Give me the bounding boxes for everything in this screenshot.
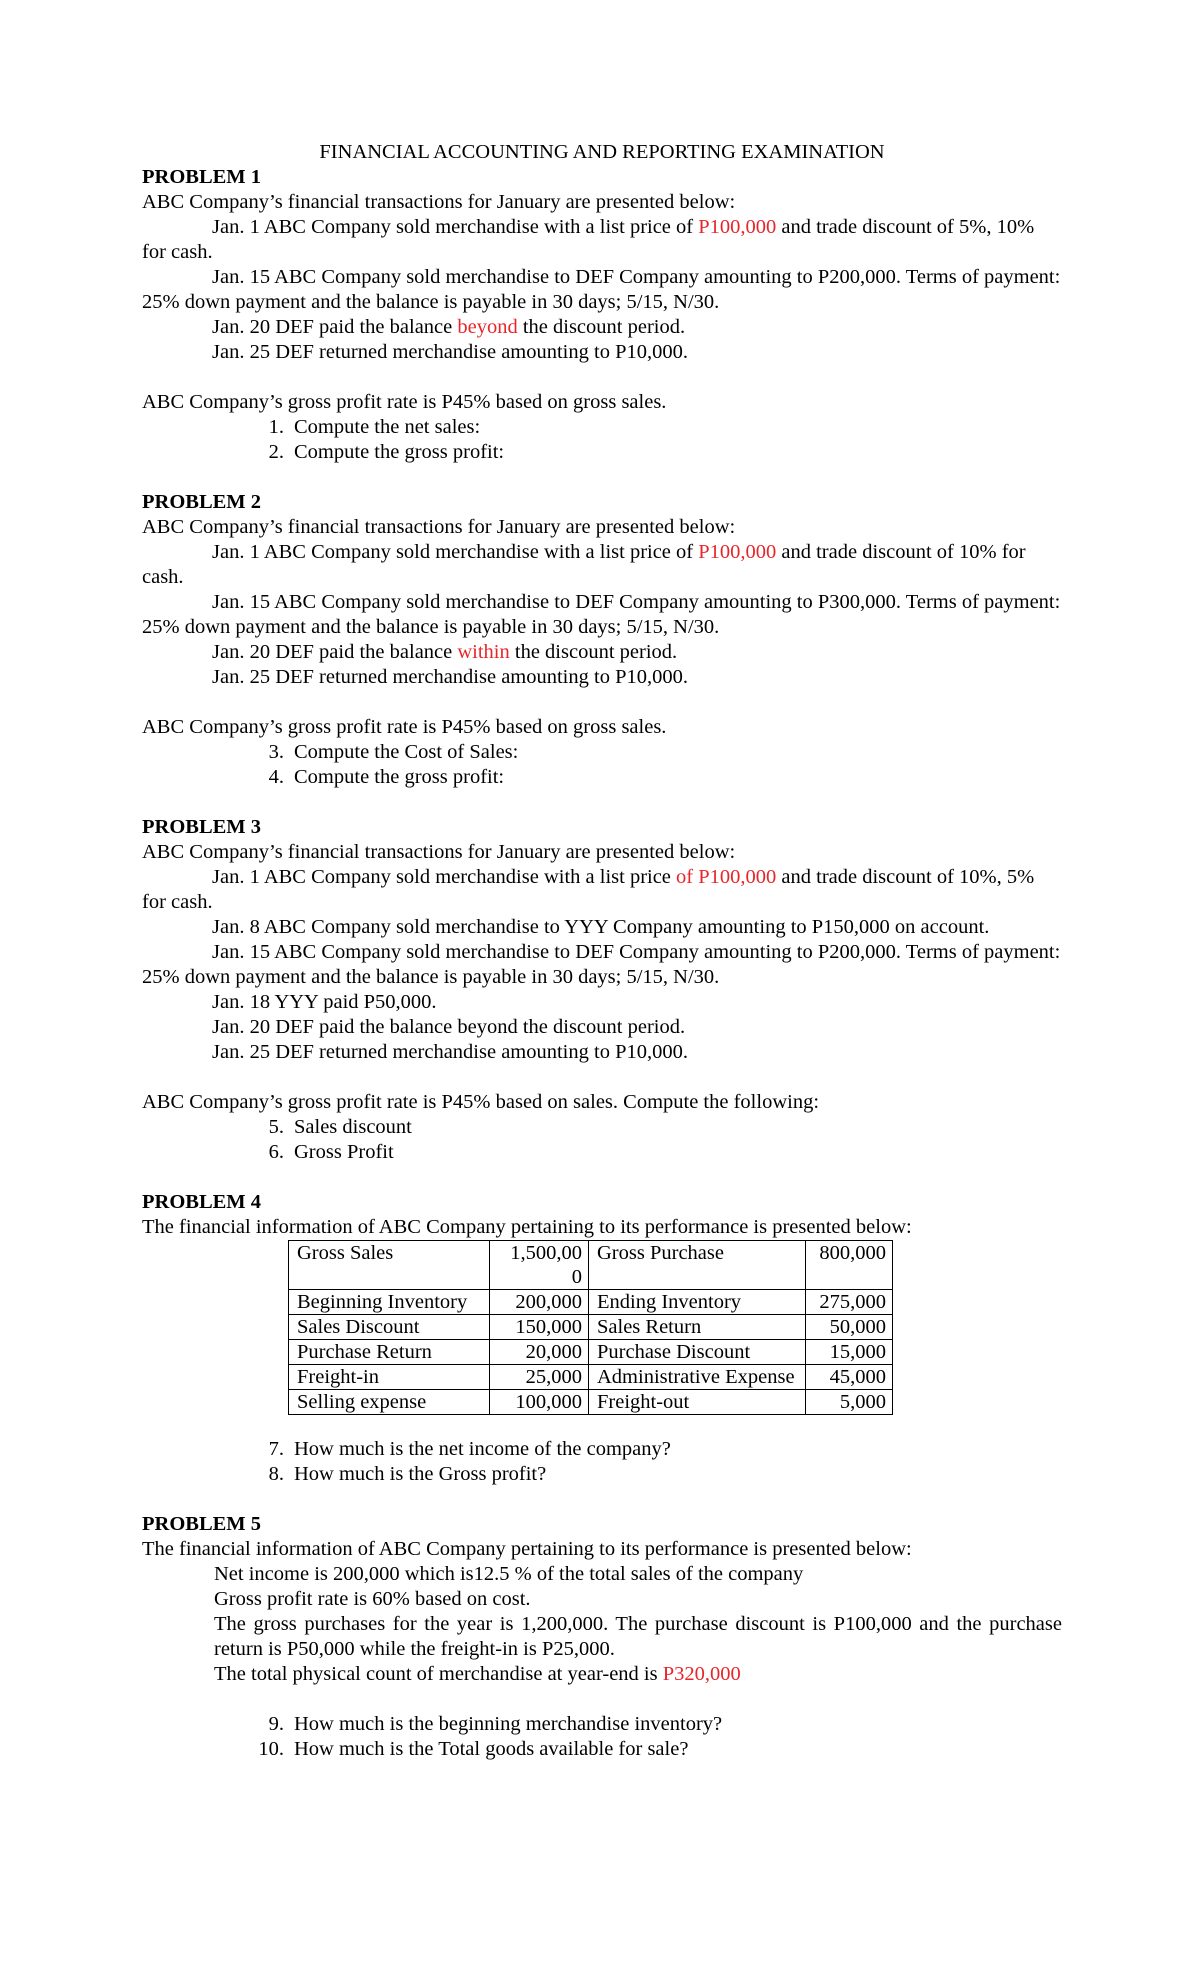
question-text: Compute the gross profit: [294, 441, 505, 463]
table-row [289, 1290, 893, 1315]
table-cell: 100,000 [490, 1390, 589, 1415]
problem-1-transaction-3 [142, 315, 1062, 340]
question-number: 2. [268, 441, 284, 463]
problem-5-line-3: The gross purchases for the year is 1,200,000. The purchase discount is P100,000 and the purchase return is P50,000 while the freight-in is P25,000. [214, 1613, 1062, 1660]
table-cell: Selling expense [289, 1390, 490, 1415]
problem-3-transaction-6: Jan. 25 DEF returned merchandise amounting to P10,000. [212, 1041, 688, 1063]
problem-3-transaction-5: Jan. 20 DEF paid the balance beyond the discount period. [212, 1016, 686, 1038]
table-cell: Purchase Discount [589, 1340, 806, 1365]
highlight-word: within [457, 641, 510, 663]
question-item [248, 415, 1062, 440]
table-cell: Freight-in [289, 1365, 490, 1390]
question-item [248, 440, 1062, 465]
problem-1-transaction-1 [142, 215, 1062, 265]
table-cell: 45,000 [806, 1365, 893, 1390]
problem-3-intro: ABC Company’s financial transactions for January are presented below: [142, 841, 736, 863]
table-cell: Gross Sales [289, 1241, 490, 1290]
problem-1-heading: PROBLEM 1 [142, 166, 262, 188]
table-cell: 15,000 [806, 1340, 893, 1365]
table-cell: 800,000 [806, 1241, 893, 1290]
question-item [248, 1712, 1062, 1737]
table-cell: Ending Inventory [589, 1290, 806, 1315]
table-cell: 200,000 [490, 1290, 589, 1315]
text: and trade discount of 10% for cash. [142, 541, 1026, 588]
text: and trade discount of 10%, 5% for cash. [142, 866, 1035, 913]
question-item [248, 1115, 1062, 1140]
question-number: 6. [268, 1141, 284, 1163]
question-number: 3. [268, 741, 284, 763]
problem-5-line-4 [214, 1662, 1062, 1687]
table-cell: 275,000 [806, 1290, 893, 1315]
table-cell: 1,500,00 0 [490, 1241, 589, 1290]
problem-2-transaction-3 [142, 640, 1062, 665]
text: The total physical count of merchandise at year-end is [214, 1663, 663, 1685]
table-cell: 50,000 [806, 1315, 893, 1340]
table-cell: 150,000 [490, 1315, 589, 1340]
problem-5-heading: PROBLEM 5 [142, 1513, 262, 1535]
exam-page [142, 140, 1062, 1762]
table-row [289, 1390, 893, 1415]
problem-4-heading: PROBLEM 4 [142, 1191, 262, 1213]
table-cell: Sales Return [589, 1315, 806, 1340]
text: Jan. 20 DEF paid the balance [212, 316, 458, 338]
highlight-amount: P320,000 [662, 1663, 741, 1685]
table-cell: Administrative Expense [589, 1365, 806, 1390]
highlight-amount: P100,000 [698, 216, 777, 238]
problem-2-transaction-1 [142, 540, 1062, 590]
table-cell: Beginning Inventory [289, 1290, 490, 1315]
problem-2-intro: ABC Company’s financial transactions for January are presented below: [142, 516, 736, 538]
table-cell: 20,000 [490, 1340, 589, 1365]
problem-2-transaction-4: Jan. 25 DEF returned merchandise amounting to P10,000. [212, 666, 688, 688]
question-text: How much is the beginning merchandise inventory? [294, 1713, 723, 1735]
question-number: 7. [268, 1438, 284, 1460]
question-number: 5. [268, 1116, 284, 1138]
problem-3-transaction-2: Jan. 8 ABC Company sold merchandise to YYY Company amounting to P150,000 on account. [212, 916, 990, 938]
text: and trade discount of 5%, 10% for cash. [142, 216, 1035, 263]
problem-5-intro: The financial information of ABC Company pertaining to its performance is presented below: [142, 1538, 912, 1560]
text: Jan. 1 ABC Company sold merchandise with a list price [212, 866, 677, 888]
problem-1-transaction-4: Jan. 25 DEF returned merchandise amounting to P10,000. [212, 341, 688, 363]
problem-1-gross-profit-rate: ABC Company’s gross profit rate is P45% based on gross sales. [142, 391, 667, 413]
question-number: 1. [268, 416, 284, 438]
problem-1-transaction-2: Jan. 15 ABC Company sold merchandise to DEF Company amounting to P200,000. Terms of payment: 25% down payment and the balance is payable in 30 days; 5/15, N/30. [142, 266, 1061, 313]
table-row [289, 1340, 893, 1365]
question-text: How much is the net income of the company? [294, 1438, 671, 1460]
table-cell: Purchase Return [289, 1340, 490, 1365]
question-item [248, 1462, 1062, 1487]
table-row [289, 1241, 893, 1290]
text: Jan. 1 ABC Company sold merchandise with a list price of [212, 541, 699, 563]
text: Jan. 1 ABC Company sold merchandise with a list price of [212, 216, 699, 238]
problem-2-transaction-2: Jan. 15 ABC Company sold merchandise to DEF Company amounting to P300,000. Terms of payment: 25% down payment and the balance is payable in 30 days; 5/15, N/30. [142, 591, 1061, 638]
table-cell: Freight-out [589, 1390, 806, 1415]
table-cell: 25,000 [490, 1365, 589, 1390]
problem-2-heading: PROBLEM 2 [142, 491, 262, 513]
financial-info-table [288, 1240, 893, 1415]
problem-4-intro: The financial information of ABC Company pertaining to its performance is presented below: [142, 1216, 912, 1238]
problem-1-intro: ABC Company’s financial transactions for January are presented below: [142, 191, 736, 213]
question-item [248, 740, 1062, 765]
text: Jan. 20 DEF paid the balance [212, 641, 458, 663]
problem-3-transaction-3: Jan. 15 ABC Company sold merchandise to DEF Company amounting to P200,000. Terms of payment: 25% down payment and the balance is payable in 30 days; 5/15, N/30. [142, 941, 1061, 988]
question-text: How much is the Total goods available for sale? [294, 1738, 689, 1760]
problem-5-line-1: Net income is 200,000 which is12.5 % of the total sales of the company [214, 1563, 804, 1585]
problem-3-heading: PROBLEM 3 [142, 816, 262, 838]
highlight-word: beyond [457, 316, 518, 338]
question-text: Sales discount [294, 1116, 412, 1138]
question-item [248, 1737, 1062, 1762]
question-text: How much is the Gross profit? [294, 1463, 547, 1485]
highlight-amount: P100,000 [698, 541, 777, 563]
table-cell: Gross Purchase [589, 1241, 806, 1290]
question-text: Compute the gross profit: [294, 766, 505, 788]
highlight-amount: of P100,000 [676, 866, 777, 888]
table-row [289, 1315, 893, 1340]
question-number: 8. [268, 1463, 284, 1485]
problem-5-line-2: Gross profit rate is 60% based on cost. [214, 1588, 531, 1610]
question-number: 9. [268, 1713, 284, 1735]
question-item [248, 1437, 1062, 1462]
problem-3-gross-profit-rate: ABC Company’s gross profit rate is P45% based on sales. Compute the following: [142, 1091, 820, 1113]
text: the discount period. [509, 641, 678, 663]
question-item [248, 1140, 1062, 1165]
page-title: FINANCIAL ACCOUNTING AND REPORTING EXAMINATION [319, 141, 885, 163]
question-item [248, 765, 1062, 790]
question-number: 4. [268, 766, 284, 788]
question-text: Compute the net sales: [294, 416, 481, 438]
table-cell: 5,000 [806, 1390, 893, 1415]
table-row [289, 1365, 893, 1390]
question-number: 10. [258, 1738, 284, 1760]
question-text: Gross Profit [294, 1141, 394, 1163]
text: the discount period. [517, 316, 686, 338]
problem-3-transaction-4: Jan. 18 YYY paid P50,000. [212, 991, 437, 1013]
problem-3-transaction-1 [142, 865, 1062, 915]
table-cell: Sales Discount [289, 1315, 490, 1340]
problem-2-gross-profit-rate: ABC Company’s gross profit rate is P45% based on gross sales. [142, 716, 667, 738]
question-text: Compute the Cost of Sales: [294, 741, 519, 763]
